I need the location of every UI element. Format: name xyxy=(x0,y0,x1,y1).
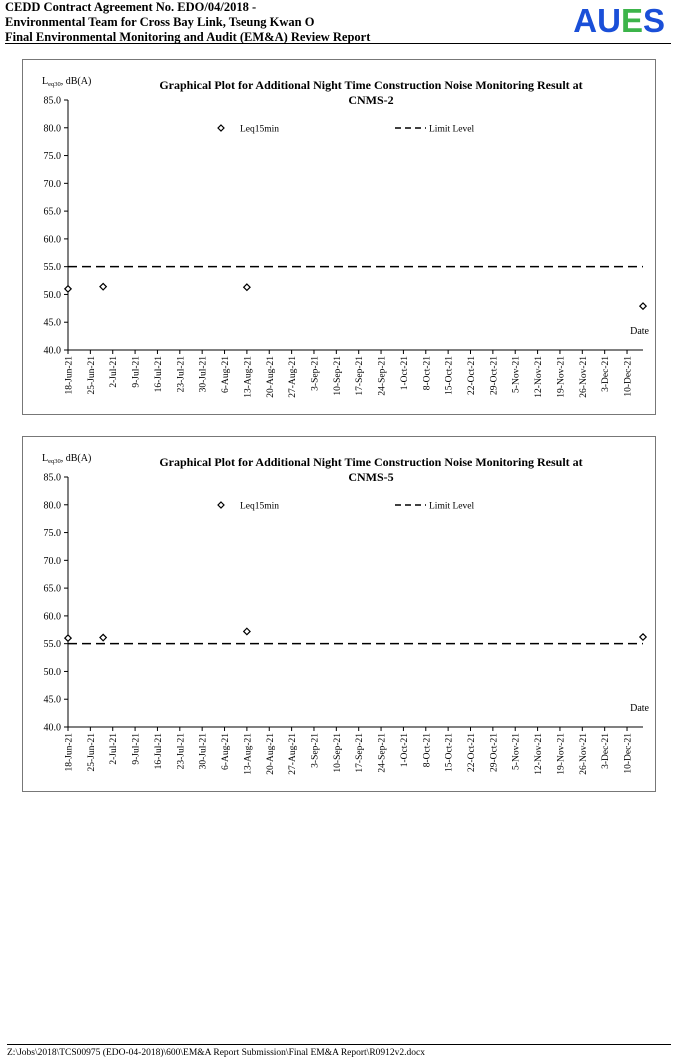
logo-letter: E xyxy=(620,2,643,39)
x-tick-label: 25-Jun-21 xyxy=(86,733,97,772)
x-tick-label: 2-Jul-21 xyxy=(109,356,120,388)
aues-logo xyxy=(573,3,665,39)
x-tick-label: 5-Nov-21 xyxy=(511,356,522,393)
x-tick-label: 10-Dec-21 xyxy=(623,733,634,774)
y-tick-label: 50.0 xyxy=(43,289,61,301)
chart-cnms-2 xyxy=(22,59,656,415)
y-tick-label: 40.0 xyxy=(43,722,61,734)
chart-cnms-5-svg xyxy=(23,437,655,791)
y-axis-label-main: L xyxy=(42,76,49,87)
y-tick-label: 65.0 xyxy=(43,206,61,218)
x-tick-label: 22-Oct-21 xyxy=(467,733,477,773)
x-axis-label: Date xyxy=(630,326,649,337)
y-tick-label: 45.0 xyxy=(43,694,61,706)
x-tick-label: 3-Dec-21 xyxy=(601,356,612,392)
chart-title: Graphical Plot for Additional Night Time Construction Noise Monitoring Result at xyxy=(159,455,583,469)
chart-subtitle: CNMS-5 xyxy=(348,470,394,484)
x-tick-label: 13-Aug-21 xyxy=(243,356,254,398)
x-tick-label: 9-Jul-21 xyxy=(131,733,142,765)
y-tick-label: 65.0 xyxy=(43,583,61,595)
logo-letter: S xyxy=(642,2,665,39)
x-tick-label: 30-Jul-21 xyxy=(198,356,209,393)
x-tick-label: 17-Sep-21 xyxy=(355,733,366,773)
footer-rule xyxy=(7,1044,671,1045)
y-axis-label-main: L xyxy=(42,453,49,464)
x-tick-label: 1-Oct-21 xyxy=(399,733,410,768)
x-tick-label: 6-Aug-21 xyxy=(221,733,232,770)
x-tick-label: 10-Sep-21 xyxy=(332,733,343,773)
y-axis-label xyxy=(42,453,91,465)
x-tick-label: 3-Dec-21 xyxy=(601,733,612,769)
y-axis-label-sub: eq30 xyxy=(48,458,61,465)
legend-leq-label: Leq15min xyxy=(240,124,280,135)
x-tick-label: 27-Aug-21 xyxy=(288,733,299,775)
legend-leq-marker xyxy=(218,502,224,508)
y-tick-label: 40.0 xyxy=(43,345,61,357)
data-point xyxy=(640,303,646,309)
y-tick-label: 60.0 xyxy=(43,234,61,246)
project-title: Environmental Team for Cross Bay Link, Tseung Kwan O xyxy=(5,15,315,29)
x-tick-label: 10-Sep-21 xyxy=(332,356,343,396)
x-tick-label: 15-Oct-21 xyxy=(444,356,455,396)
logo-letter: A xyxy=(573,2,598,39)
data-point xyxy=(65,286,71,292)
data-point xyxy=(100,283,106,289)
x-tick-label: 9-Jul-21 xyxy=(131,356,142,388)
y-axis-label-unit: , dB(A) xyxy=(60,453,92,464)
data-point xyxy=(244,284,250,290)
chart-cnms-5 xyxy=(22,436,656,792)
x-tick-label: 3-Sep-21 xyxy=(310,356,321,391)
y-axis-label-unit: , dB(A) xyxy=(60,76,92,87)
legend-limit-label: Limit Level xyxy=(429,124,475,135)
x-tick-label: 8-Oct-21 xyxy=(422,356,433,391)
x-tick-label: 30-Jul-21 xyxy=(198,733,209,770)
x-tick-label: 2-Jul-21 xyxy=(109,733,120,765)
x-tick-label: 1-Oct-21 xyxy=(399,356,410,391)
x-tick-label: 19-Nov-21 xyxy=(556,356,567,398)
x-tick-label: 16-Jul-21 xyxy=(153,356,164,393)
y-axis-label-sub: eq30 xyxy=(48,81,61,88)
x-tick-label: 25-Jun-21 xyxy=(86,356,97,395)
x-tick-label: 20-Aug-21 xyxy=(265,356,276,398)
y-tick-label: 55.0 xyxy=(43,639,61,651)
x-tick-label: 8-Oct-21 xyxy=(422,733,433,768)
logo-letter: U xyxy=(597,2,621,39)
chart-title: Graphical Plot for Additional Night Time Construction Noise Monitoring Result at xyxy=(159,78,583,92)
x-tick-label: 3-Sep-21 xyxy=(310,733,321,768)
x-tick-label: 15-Oct-21 xyxy=(444,733,455,773)
x-tick-label: 18-Jun-21 xyxy=(64,356,75,395)
chart-cnms-2-svg xyxy=(23,60,655,414)
x-tick-label: 29-Oct-21 xyxy=(489,356,500,396)
report-footer xyxy=(7,1044,671,1058)
contract-number: CEDD Contract Agreement No. EDO/04/2018 - xyxy=(5,0,257,14)
y-tick-label: 75.0 xyxy=(43,528,61,540)
x-tick-label: 24-Sep-21 xyxy=(377,356,388,396)
chart-subtitle: CNMS-2 xyxy=(348,93,394,107)
x-tick-label: 10-Dec-21 xyxy=(623,356,634,397)
x-tick-label: 22-Oct-21 xyxy=(467,356,477,396)
legend-leq-marker xyxy=(218,125,224,131)
x-tick-label: 16-Jul-21 xyxy=(153,733,164,770)
y-tick-label: 85.0 xyxy=(43,95,61,107)
header-rule xyxy=(5,43,671,44)
y-tick-label: 75.0 xyxy=(43,151,61,163)
data-point xyxy=(244,628,250,634)
x-tick-label: 23-Jul-21 xyxy=(176,733,187,770)
x-tick-label: 12-Nov-21 xyxy=(534,733,545,775)
y-tick-label: 80.0 xyxy=(43,500,61,512)
file-path: Z:\Jobs\2018\TCS00975 (EDO-04-2018)\600\EM&A Report Submission\Final EM&A Report\R0912v2.docx xyxy=(7,1048,426,1058)
report-title: Final Environmental Monitoring and Audit (EM&A) Review Report xyxy=(5,30,371,44)
report-header xyxy=(5,0,671,44)
legend-limit-label: Limit Level xyxy=(429,501,475,512)
y-tick-label: 60.0 xyxy=(43,611,61,623)
x-tick-label: 17-Sep-21 xyxy=(355,356,366,396)
x-tick-label: 29-Oct-21 xyxy=(489,733,500,773)
x-tick-label: 5-Nov-21 xyxy=(511,733,522,770)
y-tick-label: 70.0 xyxy=(43,178,61,190)
x-tick-label: 23-Jul-21 xyxy=(176,356,187,393)
x-axis-label: Date xyxy=(630,703,649,714)
data-point xyxy=(100,634,106,640)
x-tick-label: 6-Aug-21 xyxy=(221,356,232,393)
data-point xyxy=(640,634,646,640)
x-tick-label: 12-Nov-21 xyxy=(534,356,545,398)
y-tick-label: 70.0 xyxy=(43,555,61,567)
x-tick-label: 26-Nov-21 xyxy=(578,733,589,775)
y-tick-label: 55.0 xyxy=(43,262,61,274)
y-tick-label: 45.0 xyxy=(43,317,61,329)
y-tick-label: 80.0 xyxy=(43,123,61,135)
x-tick-label: 13-Aug-21 xyxy=(243,733,254,775)
data-point xyxy=(65,635,71,641)
x-tick-label: 27-Aug-21 xyxy=(288,356,299,398)
x-tick-label: 19-Nov-21 xyxy=(556,733,567,775)
x-tick-label: 20-Aug-21 xyxy=(265,733,276,775)
y-axis-label xyxy=(42,76,91,88)
x-tick-label: 24-Sep-21 xyxy=(377,733,388,773)
x-tick-label: 26-Nov-21 xyxy=(578,356,589,398)
x-tick-label: 18-Jun-21 xyxy=(64,733,75,772)
y-tick-label: 85.0 xyxy=(43,472,61,484)
legend-leq-label: Leq15min xyxy=(240,501,280,512)
y-tick-label: 50.0 xyxy=(43,666,61,678)
